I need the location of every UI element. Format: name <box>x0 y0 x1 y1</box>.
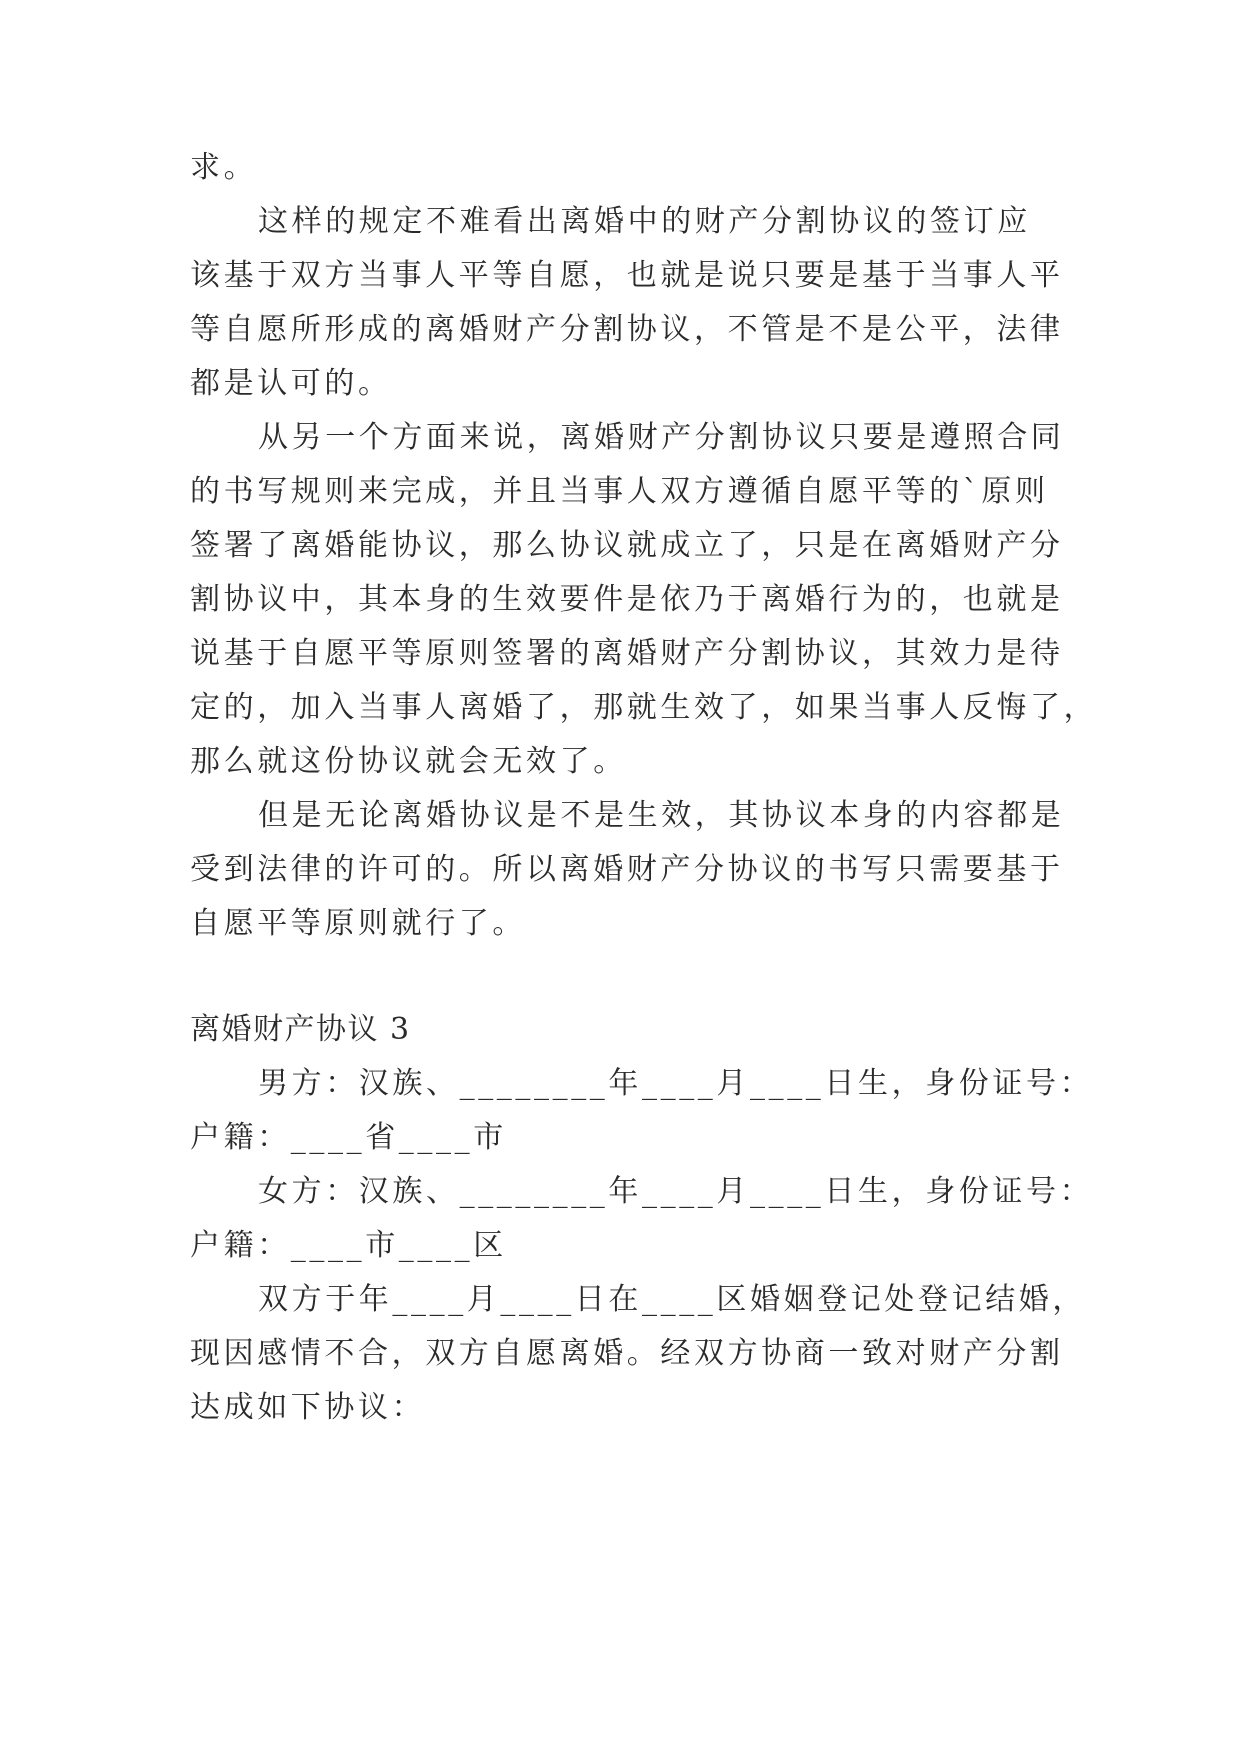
text-line: 的书写规则来完成，并且当事人双方遵循自愿平等的`原则 <box>190 474 1049 509</box>
text-line: 该基于双方当事人平等自愿，也就是说只要是基于当事人平 <box>190 258 1064 293</box>
text-line: 求。 <box>190 150 258 185</box>
text-line: 定的，加入当事人离婚了，那就生效了，如果当事人反悔了， <box>190 690 1098 725</box>
text-line: 签署了离婚能协议，那么协议就成立了，只是在离婚财产分 <box>190 528 1064 563</box>
text-line: 受到法律的许可的。所以离婚财产分协议的书写只需要基于 <box>190 852 1064 887</box>
text-line: 都是认可的。 <box>190 366 392 401</box>
text-line: 那么就这份协议就会无效了。 <box>190 744 627 779</box>
text-line: 等自愿所形成的离婚财产分割协议，不管是不是公平，法律 <box>190 312 1064 347</box>
paragraph-first-line: 这样的规定不难看出离婚中的财产分割协议的签订应 <box>258 204 1031 239</box>
text-line: 说基于自愿平等原则签署的离婚财产分割协议，其效力是待 <box>190 636 1064 671</box>
female-household-line: 户籍：____市____区 <box>190 1228 507 1263</box>
section-heading: 离婚财产协议 3 <box>190 1012 411 1047</box>
paragraph-first-line: 从另一个方面来说，离婚财产分割协议只要是遵照合同 <box>258 420 1065 455</box>
text-line: 自愿平等原则就行了。 <box>190 906 526 941</box>
text-line: 达成如下协议： <box>190 1390 426 1425</box>
male-household-line: 户籍：____省____市 <box>190 1120 507 1155</box>
text-line: 现因感情不合，双方自愿离婚。经双方协商一致对财产分割 <box>190 1336 1064 1371</box>
paragraph-first-line: 但是无论离婚协议是不是生效，其协议本身的内容都是 <box>258 798 1065 833</box>
female-party-line: 女方：汉族、________年____月____日生，身份证号： <box>258 1174 1094 1209</box>
male-party-line: 男方：汉族、________年____月____日生，身份证号： <box>258 1066 1094 1101</box>
text-line: 割协议中，其本身的生效要件是依乃于离婚行为的，也就是 <box>190 582 1064 617</box>
paragraph-first-line: 双方于年____月____日在____区婚姻登记处登记结婚， <box>258 1282 1086 1317</box>
